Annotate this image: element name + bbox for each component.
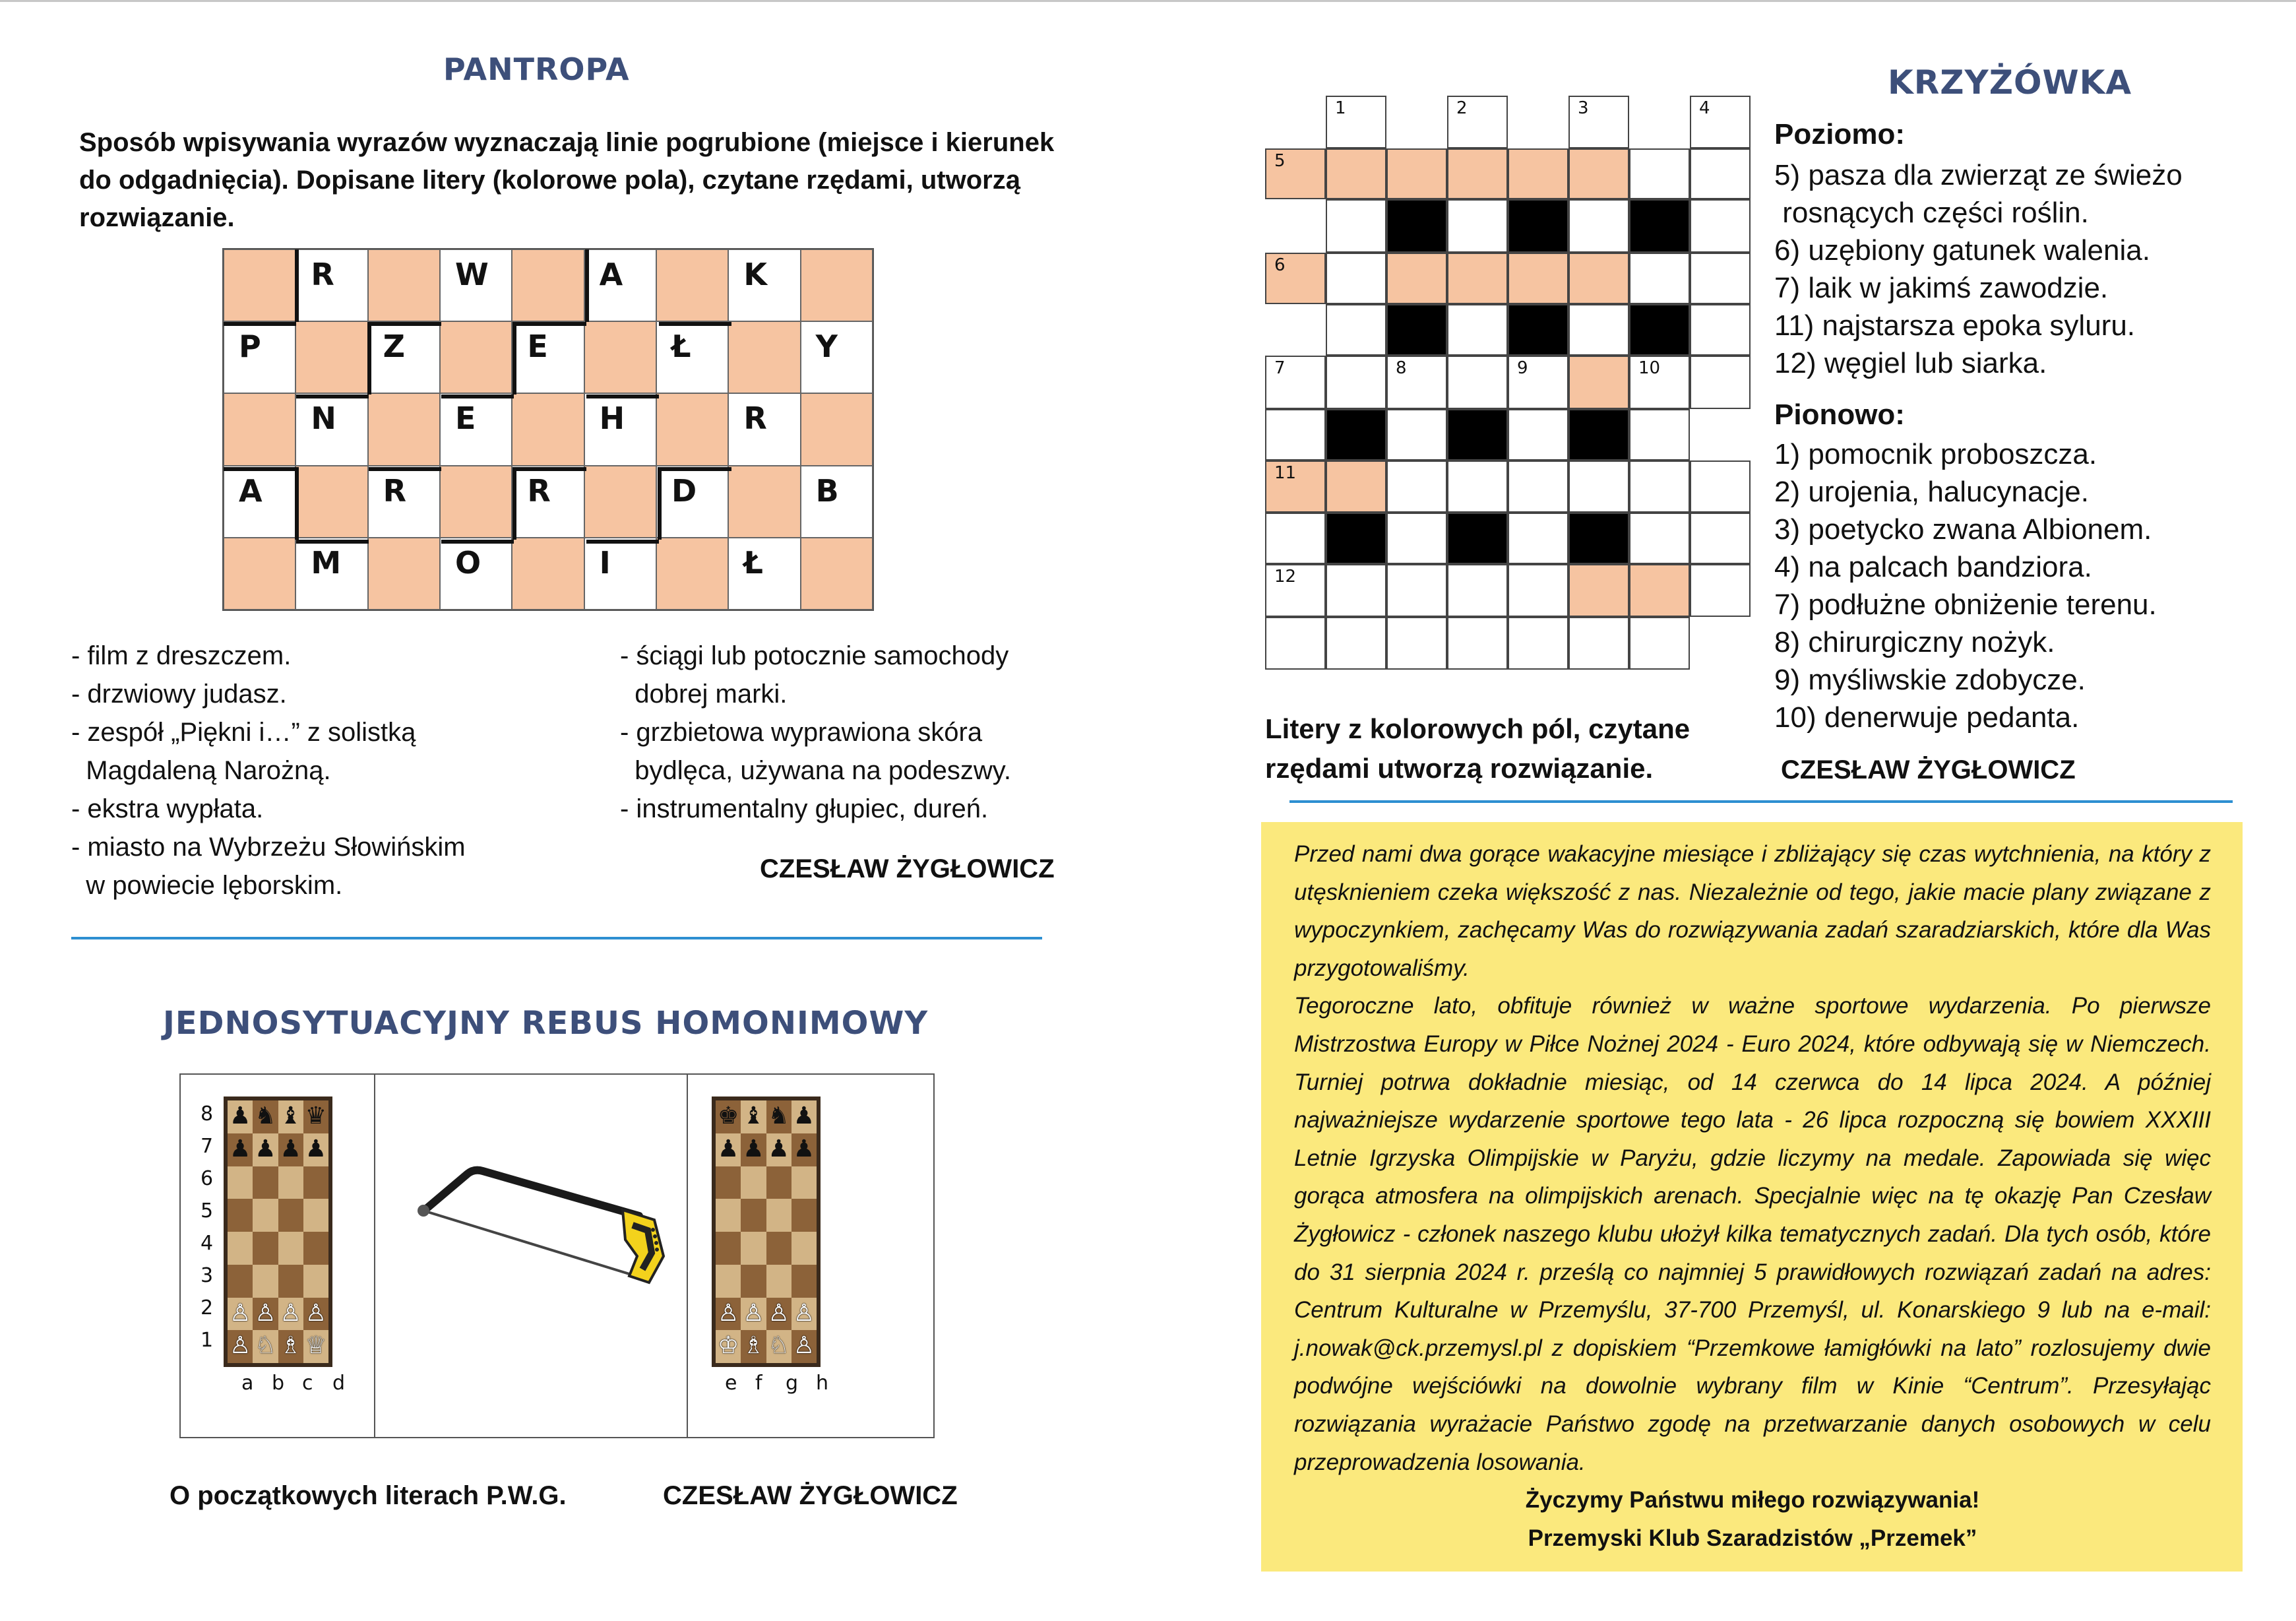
word-boundary-line	[512, 322, 516, 395]
crossword-cell[interactable]	[1629, 253, 1690, 304]
word-boundary-line	[224, 467, 296, 471]
chess-piece-icon: ♟	[741, 1133, 766, 1166]
chess-square	[766, 1232, 791, 1265]
chess-square	[791, 1232, 817, 1265]
hacksaw-icon	[405, 1147, 669, 1299]
crossword-cell[interactable]	[1447, 461, 1508, 513]
pantropa-cell[interactable]	[368, 249, 440, 321]
crossword-black-cell	[1629, 304, 1690, 356]
top-border	[0, 0, 2296, 2]
announcement-wish: Życzymy Państwu miłego rozwiązywania!	[1525, 1487, 1980, 1513]
crossword-clue: 10) denerwuje pedanta.	[1774, 701, 2080, 734]
crossword-cell[interactable]	[1326, 148, 1386, 199]
crossword-cell[interactable]	[1629, 617, 1690, 670]
pantropa-cell[interactable]	[224, 249, 295, 321]
crossword-cell[interactable]	[1447, 356, 1508, 409]
chess-piece-icon: ♟	[791, 1133, 817, 1166]
crossword-cell[interactable]	[1326, 461, 1386, 513]
word-boundary-line	[369, 322, 441, 326]
pantropa-cell[interactable]	[512, 249, 584, 321]
crossword-clue: 2) urojenia, halucynacje.	[1774, 476, 2089, 508]
rank-label: 3	[201, 1264, 214, 1287]
crossword-cell[interactable]	[1386, 461, 1447, 513]
word-boundary-line	[295, 249, 299, 322]
chess-piece-icon: ♙	[278, 1298, 303, 1331]
pantropa-cell[interactable]: E	[440, 393, 512, 465]
crossword-cell[interactable]	[1690, 304, 1751, 356]
pionowo-heading: Pionowo:	[1774, 398, 1905, 431]
pantropa-clue: Magdaleną Narożną.	[71, 756, 331, 785]
pantropa-cell[interactable]: I	[584, 538, 656, 610]
crossword-cell[interactable]	[1265, 564, 1326, 617]
rebus-divider	[374, 1075, 375, 1437]
pantropa-clue: - film z dreszczem.	[71, 641, 292, 670]
crossword-cell[interactable]	[1568, 564, 1629, 617]
crossword-number: 5	[1274, 151, 1286, 171]
chess-piece-icon: ♚	[716, 1100, 741, 1133]
word-boundary-line	[659, 322, 731, 326]
pantropa-cell[interactable]	[656, 249, 728, 321]
pantropa-cell[interactable]	[368, 538, 440, 610]
crossword-black-cell	[1508, 304, 1568, 356]
file-label: c	[302, 1372, 313, 1395]
file-label: d	[332, 1372, 346, 1395]
crossword-clue: 11) najstarsza epoka syluru.	[1774, 309, 2136, 342]
chess-piece-icon: ♙	[303, 1298, 328, 1331]
pantropa-cell[interactable]: K	[728, 249, 800, 321]
file-label: e	[725, 1372, 737, 1395]
rebus-divider	[687, 1075, 688, 1437]
chess-square	[253, 1199, 278, 1232]
chess-square	[303, 1232, 328, 1265]
crossword-cell[interactable]	[1508, 564, 1568, 617]
crossword-cell[interactable]	[1447, 564, 1508, 617]
crossword-cell[interactable]	[1568, 148, 1629, 199]
crossword-clue: 6) uzębiony gatunek walenia.	[1774, 234, 2150, 267]
crossword-cell[interactable]	[1568, 461, 1629, 513]
chess-square	[253, 1232, 278, 1265]
chessboard-right	[712, 1097, 821, 1367]
pantropa-intro: Sposób wpisywania wyrazów wyznaczają linie pogrubione (miejsce i kierunek do odgadnięcia). Dopisane litery (kolorowe pola), czytane rzędami, utworzą rozwiązanie.	[79, 128, 1055, 232]
chess-square	[741, 1232, 766, 1265]
krzyzowka-instruction-line1: Litery z kolorowych pól, czytane	[1265, 713, 1691, 744]
crossword-cell[interactable]	[1690, 253, 1751, 304]
chess-square	[228, 1232, 253, 1265]
word-boundary-line	[295, 467, 299, 540]
krzyzowka-title: KRZYŻÓWKA	[1888, 63, 2132, 102]
crossword-cell[interactable]	[1690, 199, 1751, 253]
chess-square	[716, 1265, 741, 1298]
pantropa-clue: - miasto na Wybrzeżu Słowińskim	[71, 833, 466, 862]
crossword-cell[interactable]	[1326, 356, 1386, 409]
crossword-clue: 7) podłużne obniżenie terenu.	[1774, 588, 2157, 621]
pantropa-clue: w powiecie lęborskim.	[71, 871, 343, 900]
pantropa-cell[interactable]: M	[295, 538, 367, 610]
crossword-cell[interactable]	[1265, 461, 1326, 513]
word-boundary-line	[586, 540, 659, 544]
chess-piece-icon: ♝	[278, 1100, 303, 1133]
chess-piece-icon: ♞	[766, 1100, 791, 1133]
chess-square	[278, 1199, 303, 1232]
crossword-cell[interactable]	[1386, 617, 1447, 670]
crossword-cell[interactable]	[1326, 199, 1386, 253]
chess-piece-icon: ♙	[716, 1298, 741, 1331]
crossword-cell[interactable]	[1326, 96, 1386, 148]
crossword-black-cell	[1629, 199, 1690, 253]
pantropa-cell[interactable]: R	[512, 466, 584, 538]
crossword-clue: 9) myśliwskie zdobycze.	[1774, 664, 2086, 696]
pantropa-clue: - zespół „Piękni i…” z solistką	[71, 718, 416, 747]
crossword-clue: 4) na palcach bandziora.	[1774, 551, 2092, 583]
pantropa-author: CZESŁAW ŻYGŁOWICZ	[760, 854, 1055, 883]
crossword-cell[interactable]	[1690, 461, 1751, 513]
crossword-cell[interactable]	[1265, 356, 1326, 409]
pantropa-cell[interactable]: Ł	[656, 321, 728, 393]
chess-piece-icon: ♟	[228, 1100, 253, 1133]
chess-square	[741, 1199, 766, 1232]
crossword-cell[interactable]	[1629, 148, 1690, 199]
pantropa-clue: - grzbietowa wyprawiona skóra	[620, 718, 983, 747]
crossword-number: 11	[1274, 463, 1297, 483]
crossword-black-cell	[1386, 199, 1447, 253]
pantropa-cell[interactable]	[656, 538, 728, 610]
chess-square	[228, 1166, 253, 1199]
pantropa-cell[interactable]	[728, 321, 800, 393]
chess-piece-icon: ♟	[791, 1100, 817, 1133]
pantropa-grid[interactable]	[222, 248, 874, 611]
chess-piece-icon: ♘	[253, 1330, 278, 1363]
word-boundary-line	[659, 467, 731, 471]
chess-square	[253, 1166, 278, 1199]
chess-piece-icon: ♟	[716, 1133, 741, 1166]
crossword-cell[interactable]	[1447, 199, 1508, 253]
rank-label: 5	[201, 1199, 214, 1223]
pantropa-cell[interactable]: A	[584, 249, 656, 321]
chess-piece-icon: ♕	[303, 1330, 328, 1363]
section-divider-right	[1289, 800, 2233, 803]
crossword-cell[interactable]	[1508, 617, 1568, 670]
chess-square	[253, 1265, 278, 1298]
crossword-clue: 3) poetycko zwana Albionem.	[1774, 513, 2152, 546]
word-boundary-line	[512, 467, 516, 540]
pantropa-cell[interactable]	[440, 321, 512, 393]
pantropa-cell[interactable]: R	[368, 466, 440, 538]
crossword-cell[interactable]	[1508, 513, 1568, 564]
crossword-black-cell	[1568, 513, 1629, 564]
pantropa-cell[interactable]: W	[440, 249, 512, 321]
pantropa-cell[interactable]	[512, 393, 584, 465]
rebus-frame	[179, 1073, 935, 1438]
word-boundary-line	[586, 395, 659, 398]
pantropa-cell[interactable]	[295, 466, 367, 538]
pantropa-cell[interactable]: Z	[368, 321, 440, 393]
pantropa-cell[interactable]	[584, 321, 656, 393]
chess-piece-icon: ♗	[278, 1330, 303, 1363]
crossword-cell[interactable]	[1568, 96, 1629, 148]
pantropa-cell[interactable]: O	[440, 538, 512, 610]
crossword-black-cell	[1447, 513, 1508, 564]
chess-piece-icon: ♙	[791, 1298, 817, 1331]
announcement-paragraph: Tegoroczne lato, obfituje również w ważne sportowe wydarzenia. Po pierwsze Mistrzostwa Europy w Piłce Nożnej 2024 - Euro 2024, które odbywają się w Niemczech. Turniej potrwa dokładnie miesiąc, od 14 czerwca do 14 lipca 2024. A później najważniejsze wydarzenie sportowe tego lata - 26 lipca rozpoczną się bowiem XXXIII Letnie Igrzyska Olimpijskie w Paryżu, gdzie liczymy na medale. Zapowiada się więc gorąca atmosfera na olimpijskich arenach. Specjalnie więc na tę okazję Pan Czesław Żygłowicz - członek naszego klubu ułożył kilka tematycznych zadań. Dla tych osób, które do 31 sierpnia 2024 r. prześlą co najmniej 5 prawidłowych rozwiązań zadań na adres: Centrum Kulturalne w Przemyślu, 37-700 Przemyśl, ul. Konarskiego 9 lub na e-mail: j.nowak@ck.przemysl.pl z dopiskiem “Przemkowe łamigłówki na lato” rozlosujemy dwie podwójne wejściówki na dowolnie wybrany film w Kinie “Centrum”. Przesyłając rozwiązania wyrażacie Państwo zgodę na przetwarzanie danych osobowych w celu przeprowadzenia losowania.	[1294, 993, 2211, 1475]
pantropa-clue: - instrumentalny głupiec, dureń.	[620, 794, 989, 823]
pantropa-cell[interactable]: D	[656, 466, 728, 538]
chess-square	[228, 1199, 253, 1232]
chess-square	[791, 1166, 817, 1199]
pantropa-cell[interactable]	[368, 393, 440, 465]
chess-piece-icon: ♟	[303, 1133, 328, 1166]
pantropa-cell[interactable]	[224, 393, 295, 465]
crossword-cell[interactable]	[1326, 253, 1386, 304]
crossword-black-cell	[1447, 409, 1508, 461]
pantropa-clue: - drzwiowy judasz.	[71, 680, 287, 709]
pantropa-cell[interactable]	[295, 321, 367, 393]
pantropa-cell[interactable]: Ł	[728, 538, 800, 610]
crossword-clue: 1) pomocnik proboszcza.	[1774, 438, 2097, 470]
crossword-number: 9	[1517, 358, 1528, 378]
pantropa-cell[interactable]: H	[584, 393, 656, 465]
crossword-black-cell	[1326, 409, 1386, 461]
chess-piece-icon: ♙	[253, 1298, 278, 1331]
chess-piece-icon: ♔	[716, 1330, 741, 1363]
chess-piece-icon: ♙	[766, 1298, 791, 1331]
pantropa-cell[interactable]	[801, 538, 873, 610]
crossword-number: 3	[1578, 98, 1589, 118]
crossword-number: 6	[1274, 255, 1286, 275]
pantropa-cell[interactable]: N	[295, 393, 367, 465]
crossword-cell[interactable]	[1508, 356, 1568, 409]
chess-square	[766, 1199, 791, 1232]
pantropa-cell[interactable]	[728, 466, 800, 538]
rank-label: 4	[201, 1232, 214, 1255]
chess-piece-icon: ♟	[766, 1133, 791, 1166]
crossword-cell[interactable]	[1690, 564, 1751, 617]
chess-square	[278, 1232, 303, 1265]
crossword-cell[interactable]	[1508, 253, 1568, 304]
announcement-paragraph: Przed nami dwa gorące wakacyjne miesiące i zbliżający się czas wytchnienia, na który z utęsknieniem czeka większość z nas. Niezależnie od tego, jakie macie plany związane z wypoczynkiem, zachęcamy Was do rozwiązywania zadań szaradziarskich, które dla Was przygotowaliśmy.	[1294, 841, 2211, 981]
crossword-number: 12	[1274, 567, 1297, 587]
chess-piece-icon: ♙	[228, 1330, 253, 1363]
file-label: f	[755, 1372, 762, 1395]
crossword-cell[interactable]	[1386, 356, 1447, 409]
pantropa-cell[interactable]: R	[728, 393, 800, 465]
rebus-hint: O początkowych literach P.W.G.	[170, 1481, 567, 1510]
chess-piece-icon: ♙	[741, 1298, 766, 1331]
poziomo-label	[1774, 115, 1905, 153]
crossword-cell[interactable]	[1690, 148, 1751, 199]
crossword-cell[interactable]	[1265, 253, 1326, 304]
chess-square	[741, 1166, 766, 1199]
crossword-cell[interactable]	[1386, 253, 1447, 304]
pantropa-title: PANTROPA	[443, 51, 630, 87]
word-boundary-line	[441, 540, 514, 544]
announcement-text	[1294, 835, 2211, 1557]
crossword-cell[interactable]	[1508, 409, 1568, 461]
crossword-cell[interactable]	[1629, 409, 1690, 461]
pantropa-cell[interactable]	[512, 538, 584, 610]
pantropa-clues-right	[620, 637, 1095, 828]
crossword-cell[interactable]	[1568, 199, 1629, 253]
crossword-cell[interactable]	[1568, 253, 1629, 304]
chess-piece-icon: ♟	[278, 1133, 303, 1166]
crossword-clue: 12) węgiel lub siarka.	[1774, 347, 2047, 379]
chess-square	[766, 1265, 791, 1298]
word-boundary-line	[369, 467, 441, 471]
announcement-signature: Przemyski Klub Szaradzistów „Przemek”	[1528, 1525, 1977, 1551]
rank-label: 6	[201, 1167, 214, 1190]
rank-label: 1	[201, 1329, 214, 1352]
crossword-clue: rosnących części roślin.	[1774, 197, 2089, 229]
pantropa-cell[interactable]: B	[801, 466, 873, 538]
crossword-cell[interactable]	[1690, 96, 1751, 148]
crossword-cell[interactable]	[1568, 617, 1629, 670]
chess-square	[278, 1265, 303, 1298]
crossword-cell[interactable]	[1386, 148, 1447, 199]
chess-square	[278, 1166, 303, 1199]
chess-square	[303, 1265, 328, 1298]
pantropa-cell[interactable]: R	[295, 249, 367, 321]
word-boundary-line	[296, 395, 369, 398]
crossword-cell[interactable]	[1447, 96, 1508, 148]
crossword-number: 8	[1396, 358, 1407, 378]
pantropa-cell[interactable]	[801, 249, 873, 321]
chess-piece-icon: ♘	[766, 1330, 791, 1363]
crossword-cell[interactable]	[1568, 356, 1629, 409]
pantropa-clues-left	[71, 637, 612, 905]
crossword-number: 1	[1335, 98, 1346, 118]
file-label: h	[816, 1372, 829, 1395]
crossword-clue: 7) laik w jakimś zawodzie.	[1774, 272, 2109, 304]
chess-square	[716, 1199, 741, 1232]
chess-square	[228, 1265, 253, 1298]
pionowo-clues	[1774, 435, 2289, 736]
crossword-cell[interactable]	[1265, 409, 1326, 461]
pantropa-cell[interactable]: E	[512, 321, 584, 393]
chess-piece-icon: ♝	[741, 1100, 766, 1133]
krzyzowka-instruction	[1265, 709, 1690, 788]
pionowo-label	[1774, 396, 1905, 433]
crossword-cell[interactable]	[1447, 304, 1508, 356]
pantropa-clue: dobrej marki.	[620, 680, 788, 709]
word-boundary-line	[441, 395, 514, 398]
krzyzowka-author: CZESŁAW ŻYGŁOWICZ	[1781, 755, 2076, 784]
word-boundary-line	[296, 540, 369, 544]
chess-square	[716, 1166, 741, 1199]
pantropa-cell[interactable]	[656, 393, 728, 465]
crossword-cell[interactable]	[1447, 253, 1508, 304]
poziomo-clues	[1774, 156, 2289, 382]
crossword-cell[interactable]	[1326, 617, 1386, 670]
crossword-cell[interactable]	[1326, 304, 1386, 356]
rank-label: 2	[201, 1296, 214, 1319]
pantropa-clue: - ekstra wypłata.	[71, 794, 264, 823]
announcement-box	[1261, 822, 2243, 1572]
pantropa-cell[interactable]	[224, 538, 295, 610]
pantropa-cell[interactable]	[801, 393, 873, 465]
crossword-number: 2	[1456, 98, 1468, 118]
rebus-title: JEDNOSYTUACYJNY REBUS HOMONIMOWY	[163, 1005, 929, 1042]
crossword-cell[interactable]	[1568, 304, 1629, 356]
crossword-cell[interactable]	[1326, 564, 1386, 617]
crossword-cell[interactable]	[1265, 617, 1326, 670]
pantropa-cell[interactable]: Y	[801, 321, 873, 393]
crossword-clue: 8) chirurgiczny nożyk.	[1774, 626, 2055, 658]
chess-square	[303, 1166, 328, 1199]
crossword-cell[interactable]	[1386, 409, 1447, 461]
crossword-cell[interactable]	[1629, 461, 1690, 513]
crossword-black-cell	[1386, 304, 1447, 356]
crossword-cell[interactable]	[1265, 148, 1326, 199]
pantropa-clue: - ściągi lub potocznie samochody	[620, 641, 1009, 670]
word-boundary-line	[367, 322, 371, 395]
chess-square	[766, 1166, 791, 1199]
crossword-black-cell	[1568, 409, 1629, 461]
word-boundary-line	[658, 467, 662, 540]
crossword-cell[interactable]	[1629, 513, 1690, 564]
crossword-black-cell	[1326, 513, 1386, 564]
chess-square	[791, 1199, 817, 1232]
word-boundary-line	[224, 322, 296, 326]
chess-piece-icon: ♗	[741, 1330, 766, 1363]
chessboard-left	[224, 1097, 332, 1367]
crossword-cell[interactable]	[1447, 617, 1508, 670]
file-label: b	[272, 1372, 285, 1395]
file-label: g	[786, 1372, 799, 1395]
chess-square	[303, 1199, 328, 1232]
crossword-cell[interactable]	[1508, 461, 1568, 513]
crossword-cell[interactable]	[1690, 513, 1751, 564]
crossword-clue: 5) pasza dla zwierząt ze świeżo	[1774, 159, 2183, 191]
chess-square	[791, 1265, 817, 1298]
crossword-cell[interactable]	[1386, 513, 1447, 564]
rebus-author: CZESŁAW ŻYGŁOWICZ	[663, 1481, 958, 1510]
word-boundary-line	[514, 467, 586, 471]
chess-piece-icon: ♙	[791, 1330, 817, 1363]
krzyzowka-instruction-line2: rzędami utworzą rozwiązanie.	[1265, 753, 1654, 784]
crossword-number: 4	[1699, 98, 1710, 118]
pantropa-clue: bydlęca, używana na podeszwy.	[620, 756, 1011, 785]
chess-piece-icon: ♛	[303, 1100, 328, 1133]
file-label: a	[241, 1372, 254, 1395]
crossword-cell[interactable]	[1629, 356, 1690, 409]
word-boundary-line	[514, 322, 586, 326]
chess-piece-icon: ♟	[228, 1133, 253, 1166]
rank-label: 8	[201, 1102, 214, 1126]
crossword-cell[interactable]	[1386, 564, 1447, 617]
crossword-number: 10	[1638, 358, 1661, 378]
crossword-cell[interactable]	[1508, 148, 1568, 199]
chess-piece-icon: ♞	[253, 1100, 278, 1133]
crossword-cell[interactable]	[1629, 564, 1690, 617]
pantropa-cell[interactable]: P	[224, 321, 295, 393]
crossword-cell[interactable]	[1265, 513, 1326, 564]
pantropa-cell[interactable]	[440, 466, 512, 538]
chess-square	[741, 1265, 766, 1298]
chess-piece-icon: ♙	[228, 1298, 253, 1331]
crossword-black-cell	[1508, 199, 1568, 253]
pantropa-cell[interactable]	[584, 466, 656, 538]
word-boundary-line	[585, 249, 589, 322]
poziomo-heading: Poziomo:	[1774, 118, 1905, 150]
pantropa-cell[interactable]: A	[224, 466, 295, 538]
chess-piece-icon: ♟	[253, 1133, 278, 1166]
crossword-number: 7	[1274, 358, 1286, 378]
crossword-cell[interactable]	[1690, 356, 1751, 409]
chess-square	[716, 1232, 741, 1265]
crossword-cell[interactable]	[1447, 148, 1508, 199]
rank-label: 7	[201, 1135, 214, 1158]
section-divider-left	[71, 937, 1042, 939]
